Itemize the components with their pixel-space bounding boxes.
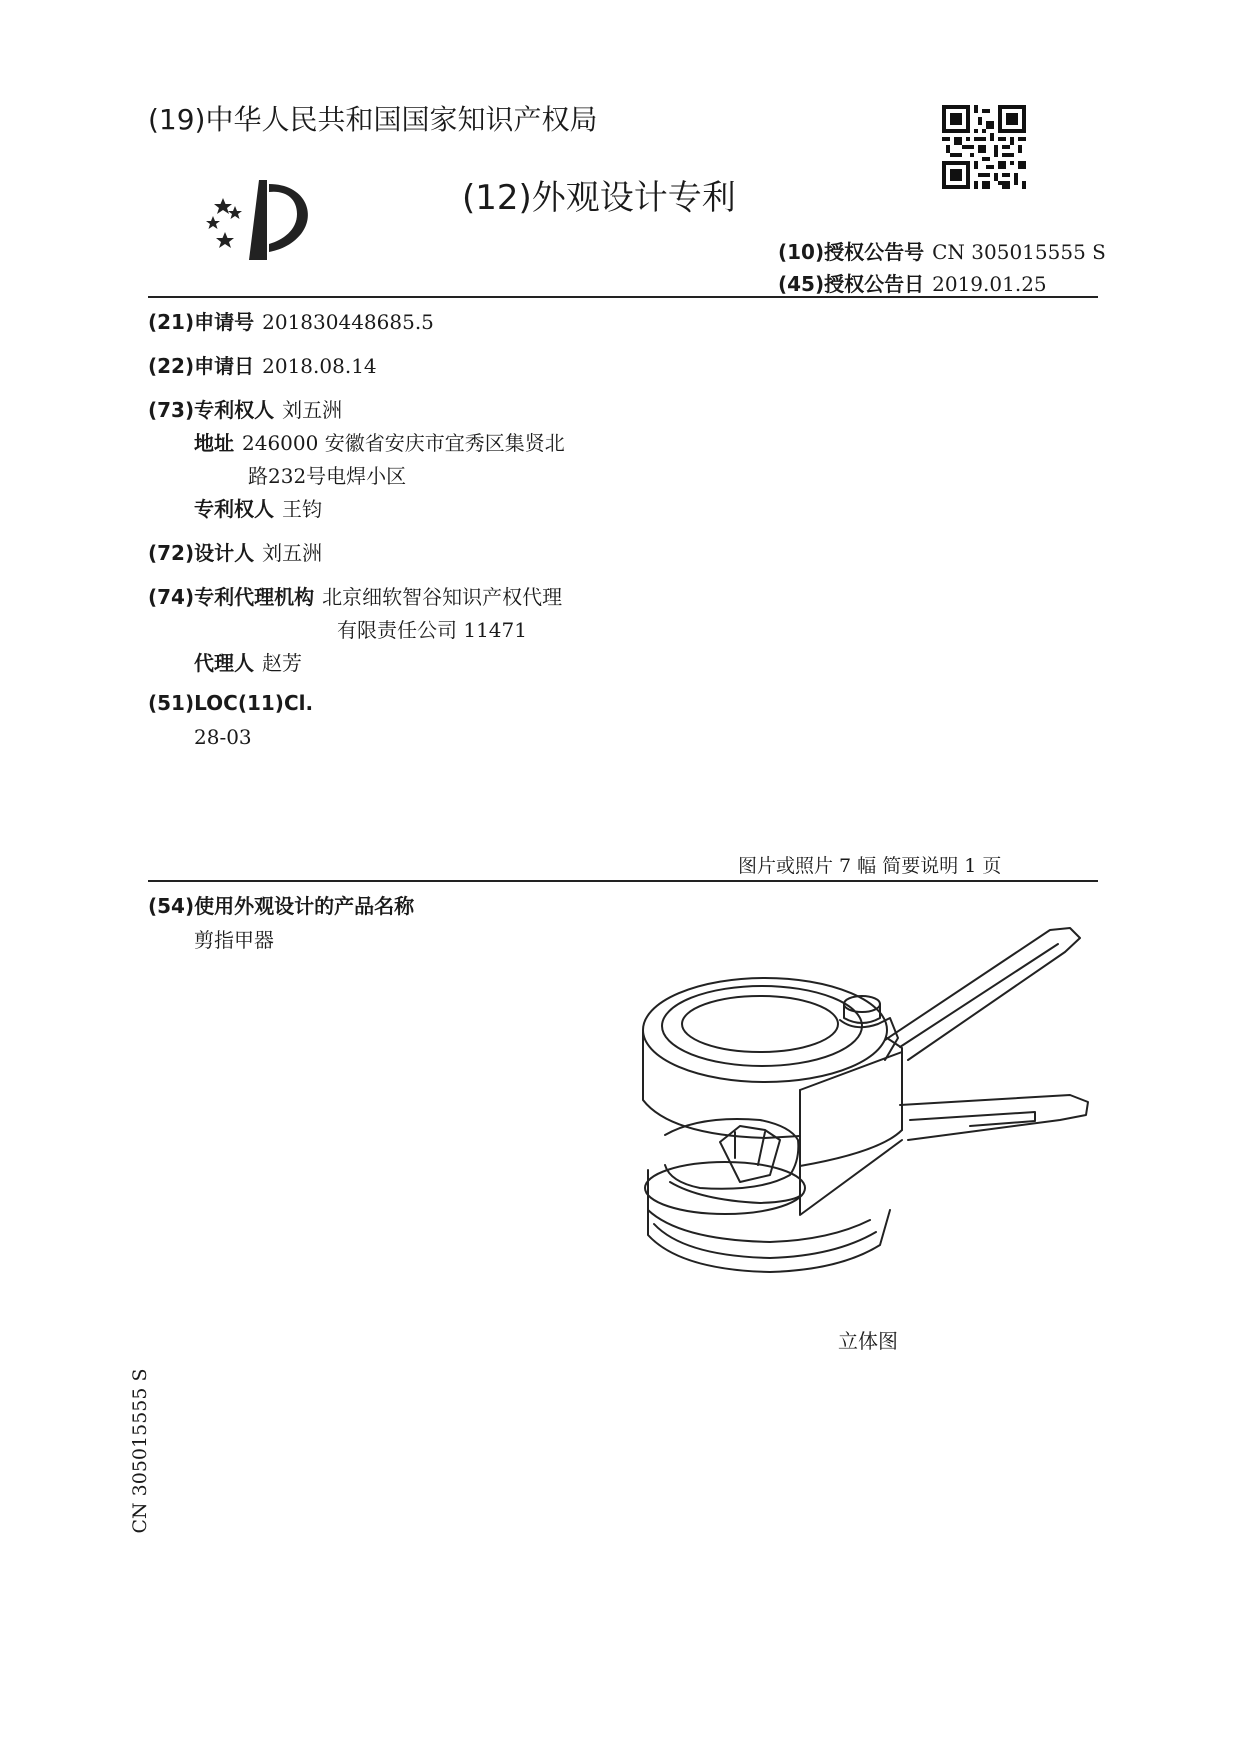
publication-number: (10)授权公告号 CN 305015555 S	[778, 240, 1106, 264]
figure-caption: 立体图	[838, 1329, 898, 1353]
publication-date: (45)授权公告日 2019.01.25	[778, 272, 1047, 296]
cutout	[665, 1119, 798, 1189]
blade	[720, 1126, 780, 1182]
pages-note: 图片或照片 7 幅 简要说明 1 页	[738, 855, 1002, 877]
patent-agency-line2: 有限责任公司 11471	[337, 618, 527, 642]
patentee: (73)专利权人 刘五洲	[148, 398, 343, 422]
product-name: 剪指甲器	[194, 928, 274, 952]
loc-classification: (51)LOC(11)Cl.	[148, 691, 314, 715]
agent: 代理人 赵芳	[194, 651, 302, 675]
body-front-panel	[800, 1052, 902, 1166]
base	[648, 1170, 890, 1272]
lid-ring	[662, 986, 862, 1066]
patentee-address: 地址 246000 安徽省安庆市宜秀区集贤北	[194, 431, 565, 455]
lower-lever	[900, 1095, 1088, 1140]
qr-code	[942, 105, 1026, 189]
patent-agency: (74)专利代理机构 北京细软智谷知识产权代理	[148, 585, 563, 609]
logo-arc	[269, 184, 308, 252]
side-publication-number: CN 305015555 S	[129, 1368, 151, 1534]
filing-date: (22)申请日 2018.08.14	[148, 354, 377, 378]
designer: (72)设计人 刘五洲	[148, 541, 323, 565]
application-number: (21)申请号 201830448685.5	[148, 310, 434, 334]
biblio-divider	[148, 880, 1098, 882]
logo-star-4	[216, 232, 234, 248]
document-type: (12)外观设计专利	[462, 178, 736, 218]
nail-clipper-perspective-drawing	[640, 920, 1100, 1305]
patentee-address-line2: 路232号电焊小区	[248, 464, 407, 488]
logo-star-2	[206, 216, 220, 229]
product-name-label: (54)使用外观设计的产品名称	[148, 894, 415, 918]
logo-mark	[249, 180, 267, 260]
loc-classification-value: 28-03	[194, 725, 252, 749]
office-name: (19)中华人民共和国国家知识产权局	[148, 103, 598, 136]
header-divider	[148, 296, 1098, 298]
second-patentee: 专利权人 王钧	[194, 497, 322, 521]
logo-star-3	[228, 206, 242, 219]
cnipa-logo	[205, 170, 325, 265]
lid-window	[682, 996, 838, 1052]
